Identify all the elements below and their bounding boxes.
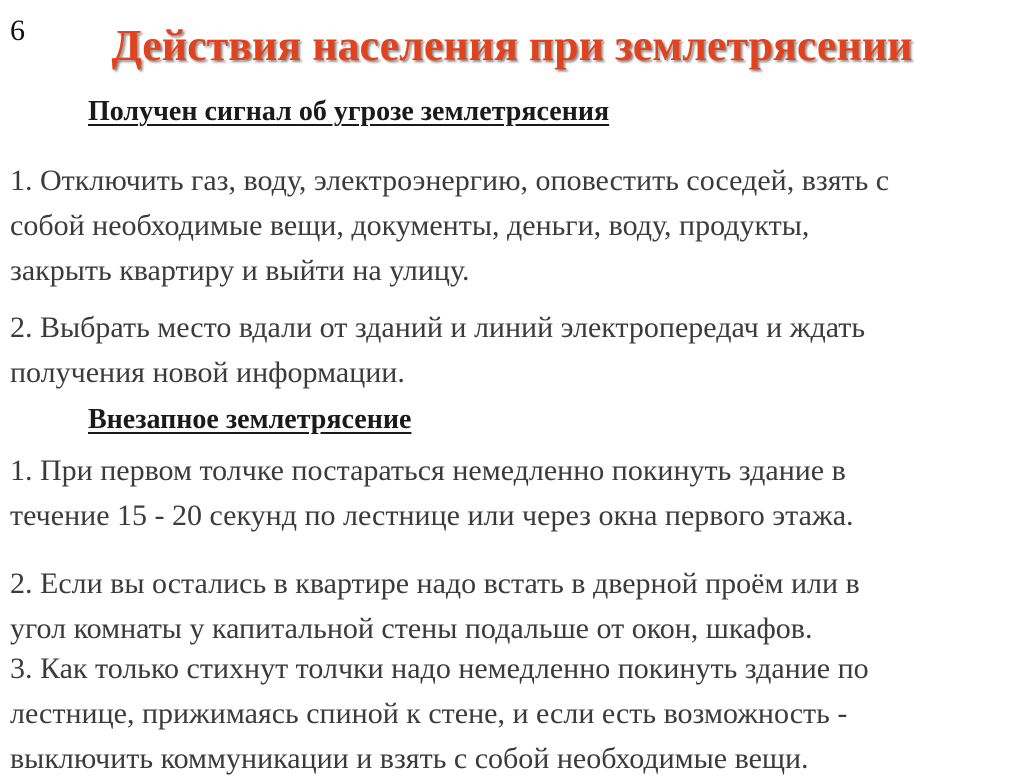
instruction-line: угол комнаты у капитальной стены подальше от окон, шкафов.: [10, 612, 813, 645]
section-heading-sudden: Внезапное землетрясение: [88, 404, 412, 435]
instruction-line: 2. Если вы остались в квартире надо встать в дверной проём или в: [10, 567, 860, 600]
instruction-line: получения новой информации.: [10, 356, 405, 389]
instruction-line: лестнице, прижимаясь спиной к стене, и если есть возможность -: [10, 697, 848, 730]
instruction-line: течение 15 - 20 секунд по лестнице или через окна первого этажа.: [10, 499, 854, 532]
instruction-line: собой необходимые вещи, документы, деньги, воду, продукты,: [10, 209, 810, 242]
instruction-line: 3. Как только стихнут толчки надо немедленно покинуть здание по: [10, 652, 869, 685]
instruction-item: [10, 561, 1010, 651]
instruction-item: [10, 646, 1010, 781]
instruction-line: 2. Выбрать место вдали от зданий и линий электропередач и ждать: [10, 311, 866, 344]
instruction-line: выключить коммуникации и взять с собой необходимые вещи.: [10, 742, 809, 775]
instruction-item: [10, 305, 1010, 395]
instruction-item: [10, 448, 1010, 538]
instruction-line: 1. Отключить газ, воду, электроэнергию, оповестить соседей, взять с: [10, 164, 890, 197]
slide-title: Действия населения при землетрясении: [111, 21, 913, 70]
slide-number: 6: [10, 14, 25, 47]
section-heading-warning: Получен сигнал об угрозе землетрясения: [88, 96, 610, 127]
instruction-item: [10, 158, 1010, 293]
instruction-line: закрыть квартиру и выйти на улицу.: [10, 254, 470, 287]
instruction-line: 1. При первом толчке постараться немедленно покинуть здание в: [10, 454, 846, 487]
